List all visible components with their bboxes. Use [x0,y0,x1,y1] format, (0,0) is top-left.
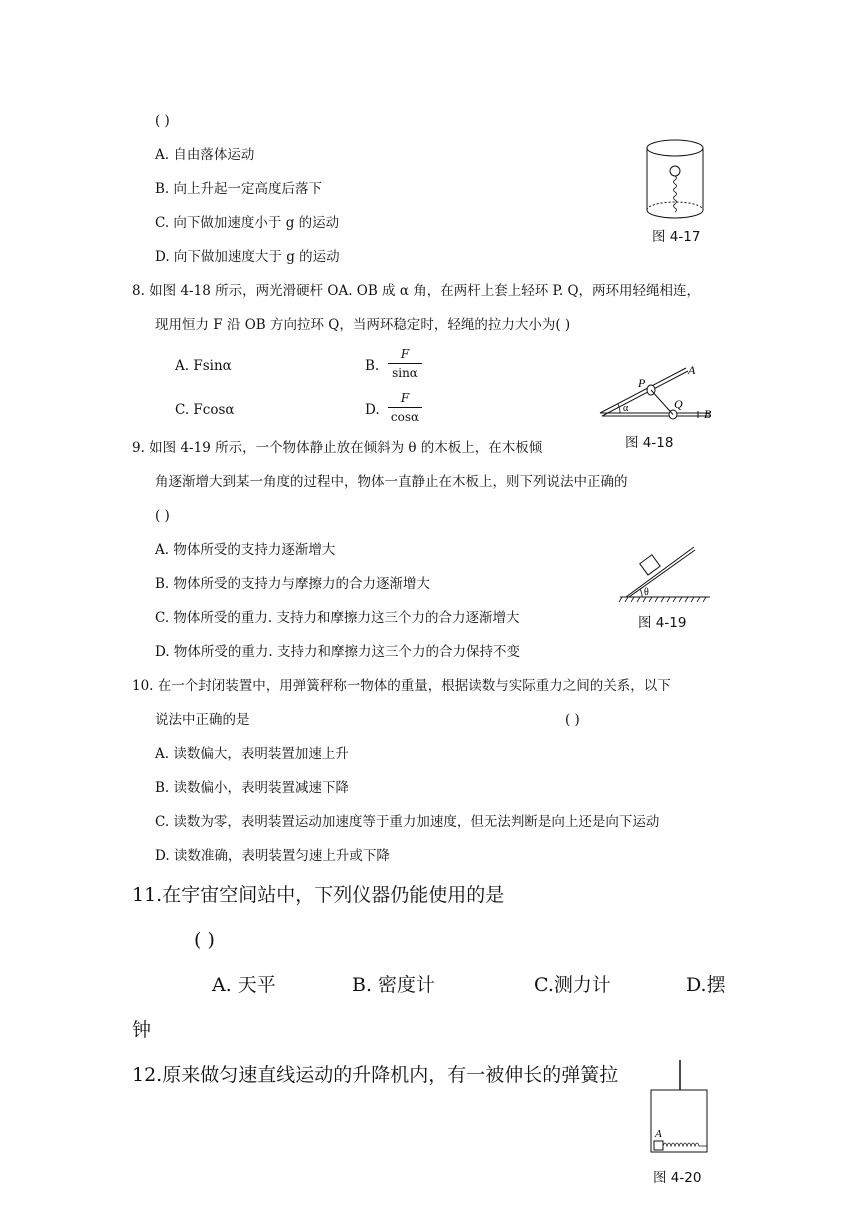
fraction-bar [388,363,422,364]
q7-option-d: D. 向下做加速度大于 g 的运动 [155,249,340,265]
q10-option-d: D. 读数准确，表明装置匀速上升或下降 [155,848,390,864]
q9-stem-line1: 9. 如图 4-19 所示，一个物体静止放在倾斜为 θ 的木板上，在木板倾 [132,440,543,456]
q9-option-d: D. 物体所受的重力. 支持力和摩擦力这三个力的合力保持不变 [155,644,521,660]
q8-option-d-label: D. [365,402,380,418]
q8-stem-line1: 8. 如图 4-18 所示，两光滑硬杆 OA. OB 成 α 角，在两杆上套上轻环 P. Q，两环用轻绳相连， [132,283,701,299]
q11-option-b: B. 密度计 [352,974,436,996]
q11-answer-blank: ( ) [194,929,215,951]
q11-option-c: C.测力计 [534,974,611,996]
figure-4-20-elevator [650,1060,710,1160]
figure-4-18-label-p: P [638,376,646,390]
q11-stem: 11.在宇宙空间站中，下列仪器仍能使用的是 [132,884,505,906]
fraction-bar [388,407,422,408]
figure-4-18-rods [598,360,718,420]
q10-stem-line2: 说法中正确的是 [155,712,250,728]
q8-option-b-denominator: sinα [392,366,418,380]
q9-option-b: B. 物体所受的支持力与摩擦力的合力逐渐增大 [155,576,431,592]
q10-stem-line1: 10. 在一个封闭装置中，用弹簧秤称一物体的重量，根据读数与实际重力之间的关系，以下 [132,678,671,694]
q8-option-b-label: B. [365,358,380,374]
q11-option-d-wrap: 钟 [132,1019,152,1041]
q10-answer-blank: ( ) [565,712,580,728]
figure-4-18-label-alpha: α [623,403,629,414]
q8-option-d-numerator: F [400,391,410,405]
q8-option-c: C. Fcosα [175,402,235,418]
figure-4-20-label-a: A [655,1128,662,1140]
q12-stem-line1: 12.原来做匀速直线运动的升降机内，有一被伸长的弹簧拉 [132,1064,619,1086]
q9-answer-blank: ( ) [155,508,170,524]
q10-option-a: A. 读数偏大，表明装置加速上升 [155,746,349,762]
q10-option-b: B. 读数偏小，表明装置减速下降 [155,780,350,796]
figure-4-19-caption: 图 4-19 [638,615,687,631]
figure-4-19-incline [618,540,710,604]
q7-answer-blank: ( ) [155,113,170,129]
figure-4-18-label-q: Q [674,397,683,411]
figure-4-18-label-a: A [688,363,696,377]
figure-4-18-label-b: B [704,407,712,421]
figure-4-20-caption: 图 4-20 [653,1170,702,1186]
q8-option-d-fraction [388,391,422,424]
q9-option-c: C. 物体所受的重力. 支持力和摩擦力这三个力的合力逐渐增大 [155,610,520,626]
q8-stem-line2: 现用恒力 F 沿 OB 方向拉环 Q，当两环稳定时，轻绳的拉力大小为( ) [155,317,571,333]
q9-stem-line2: 角逐渐增大到某一角度的过程中，物体一直静止在木板上，则下列说法中正确的 [155,474,628,490]
q8-option-b-fraction [388,347,422,380]
q7-option-c: C. 向下做加速度小于 g 的运动 [155,215,340,231]
q10-option-c: C. 读数为零，表明装置运动加速度等于重力加速度，但无法判断是向上还是向下运动 [155,814,660,830]
q7-option-a: A. 自由落体运动 [155,147,255,163]
figure-4-18-caption: 图 4-18 [625,435,674,451]
q9-option-a: A. 物体所受的支持力逐渐增大 [155,542,336,558]
figure-4-17-caption: 图 4-17 [652,229,701,245]
figure-4-19-label-theta: θ [644,587,649,598]
figure-4-17-cylinder [645,138,705,223]
q8-option-b-numerator: F [400,347,410,361]
q11-option-d: D.摆 [686,974,726,996]
q7-option-b: B. 向上升起一定高度后落下 [155,181,323,197]
q8-option-a: A. Fsinα [175,358,232,374]
q11-option-a: A. 天平 [212,974,276,996]
q8-option-d-denominator: cosα [390,410,420,424]
